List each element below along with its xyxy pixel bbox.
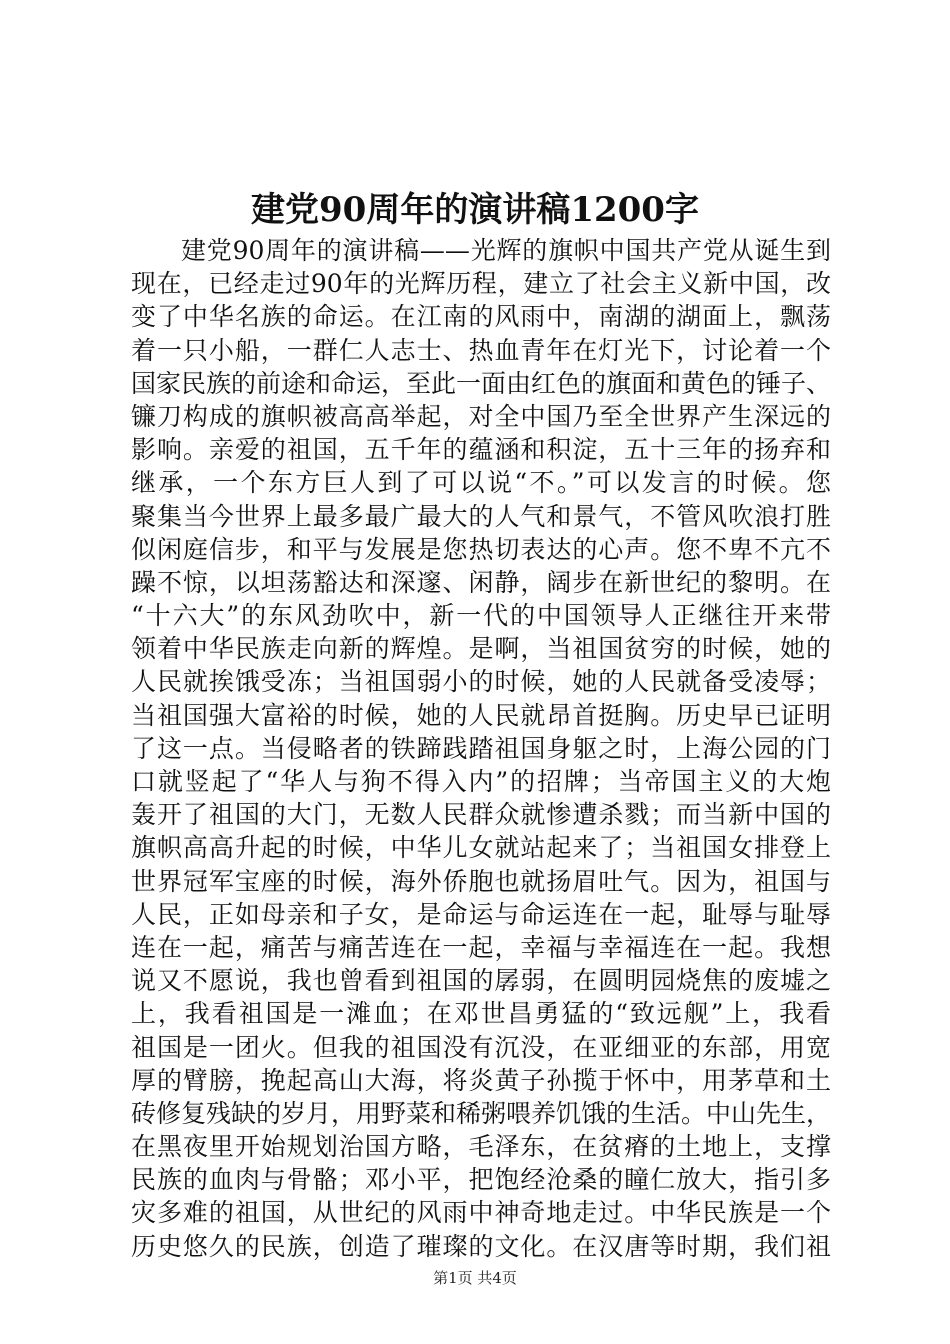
body-line: 影响。亲爱的祖国，五千年的蕴涵和积淀，五十三年的扬弃和 [131,435,831,465]
body-line: 世界冠军宝座的时候，海外侨胞也就扬眉吐气。因为，祖国与 [131,866,831,896]
page-indicator: 第1页 共4页 [433,1269,517,1287]
body-line: 镰刀构成的旗帜被高高举起，对全中国乃至全世界产生深远的 [131,401,831,431]
body-line: 厚的臂膀，挽起高山大海，将炎黄子孙揽于怀中，用茅草和土 [131,1065,831,1095]
body-line: 砖修复残缺的岁月，用野菜和稀粥喂养饥饿的生活。中山先生， [131,1098,832,1128]
body-line: 国家民族的前途和命运，至此一面由红色的旗面和黄色的锤子、 [131,368,832,398]
body-line: 人民就挨饿受冻；当祖国弱小的时候，她的人民就备受凌辱； [131,667,831,697]
body-line: 历史悠久的民族，创造了璀璨的文化。在汉唐等时期，我们祖 [131,1231,831,1261]
body-line: 上，我看祖国是一滩血；在邓世昌勇猛的“致远舰”上，我看 [131,999,831,1029]
document-body [131,234,831,1263]
body-line: 祖国是一团火。但我的祖国没有沉没，在亚细亚的东部，用宽 [131,1032,831,1062]
body-line: 当祖国强大富裕的时候，她的人民就昂首挺胸。历史早已证明 [131,700,831,730]
body-line: 似闲庭信步，和平与发展是您热切表达的心声。您不卑不亢不 [131,534,831,564]
body-line: 轰开了祖国的大门，无数人民群众就惨遭杀戮；而当新中国的 [131,800,831,830]
body-line: 民族的血肉与骨骼；邓小平，把饱经沧桑的瞳仁放大，指引多 [131,1165,831,1195]
body-line: 现在，已经走过90年的光辉历程，建立了社会主义新中国，改 [131,269,831,299]
body-line: 口就竖起了“华人与狗不得入内”的招牌；当帝国主义的大炮 [131,767,831,796]
body-line: 灾多难的祖国，从世纪的风雨中神奇地走过。中华民族是一个 [131,1198,831,1228]
body-line: 建党90周年的演讲稿——光辉的旗帜中国共产党从诞生到 [181,236,831,265]
body-line: 了这一点。当侵略者的铁蹄践踏祖国身躯之时，上海公园的门 [131,733,831,763]
body-line: 躁不惊，以坦荡豁达和深邃、闲静，阔步在新世纪的黎明。在 [131,567,831,597]
body-line: 聚集当今世界上最多最广最大的人气和景气，不管风吹浪打胜 [131,501,831,531]
body-line: 着一只小船，一群仁人志士、热血青年在灯光下，讨论着一个 [131,335,831,365]
body-line: 说又不愿说，我也曾看到祖国的孱弱，在圆明园烧焦的废墟之 [131,966,831,996]
body-line: 领着中华民族走向新的辉煌。是啊，当祖国贫穷的时候，她的 [131,634,831,664]
body-line: 继承，一个东方巨人到了可以说“不。”可以发言的时候。您 [131,468,831,498]
body-line: “十六大”的东风劲吹中，新一代的中国领导人正继往开来带 [131,601,831,631]
body-line: 变了中华名族的命运。在江南的风雨中，南湖的湖面上，飘荡 [131,302,831,332]
body-line: 人民，正如母亲和子女，是命运与命运连在一起，耻辱与耻辱 [131,899,831,929]
body-line: 在黑夜里开始规划治国方略，毛泽东，在贫瘠的土地上，支撑 [131,1132,831,1162]
document-title: 建党90周年的演讲稿1200字 [251,190,699,230]
body-line: 连在一起，痛苦与痛苦连在一起，幸福与幸福连在一起。我想 [131,932,831,962]
body-line: 旗帜高高升起的时候，中华儿女就站起来了；当祖国女排登上 [131,833,831,863]
